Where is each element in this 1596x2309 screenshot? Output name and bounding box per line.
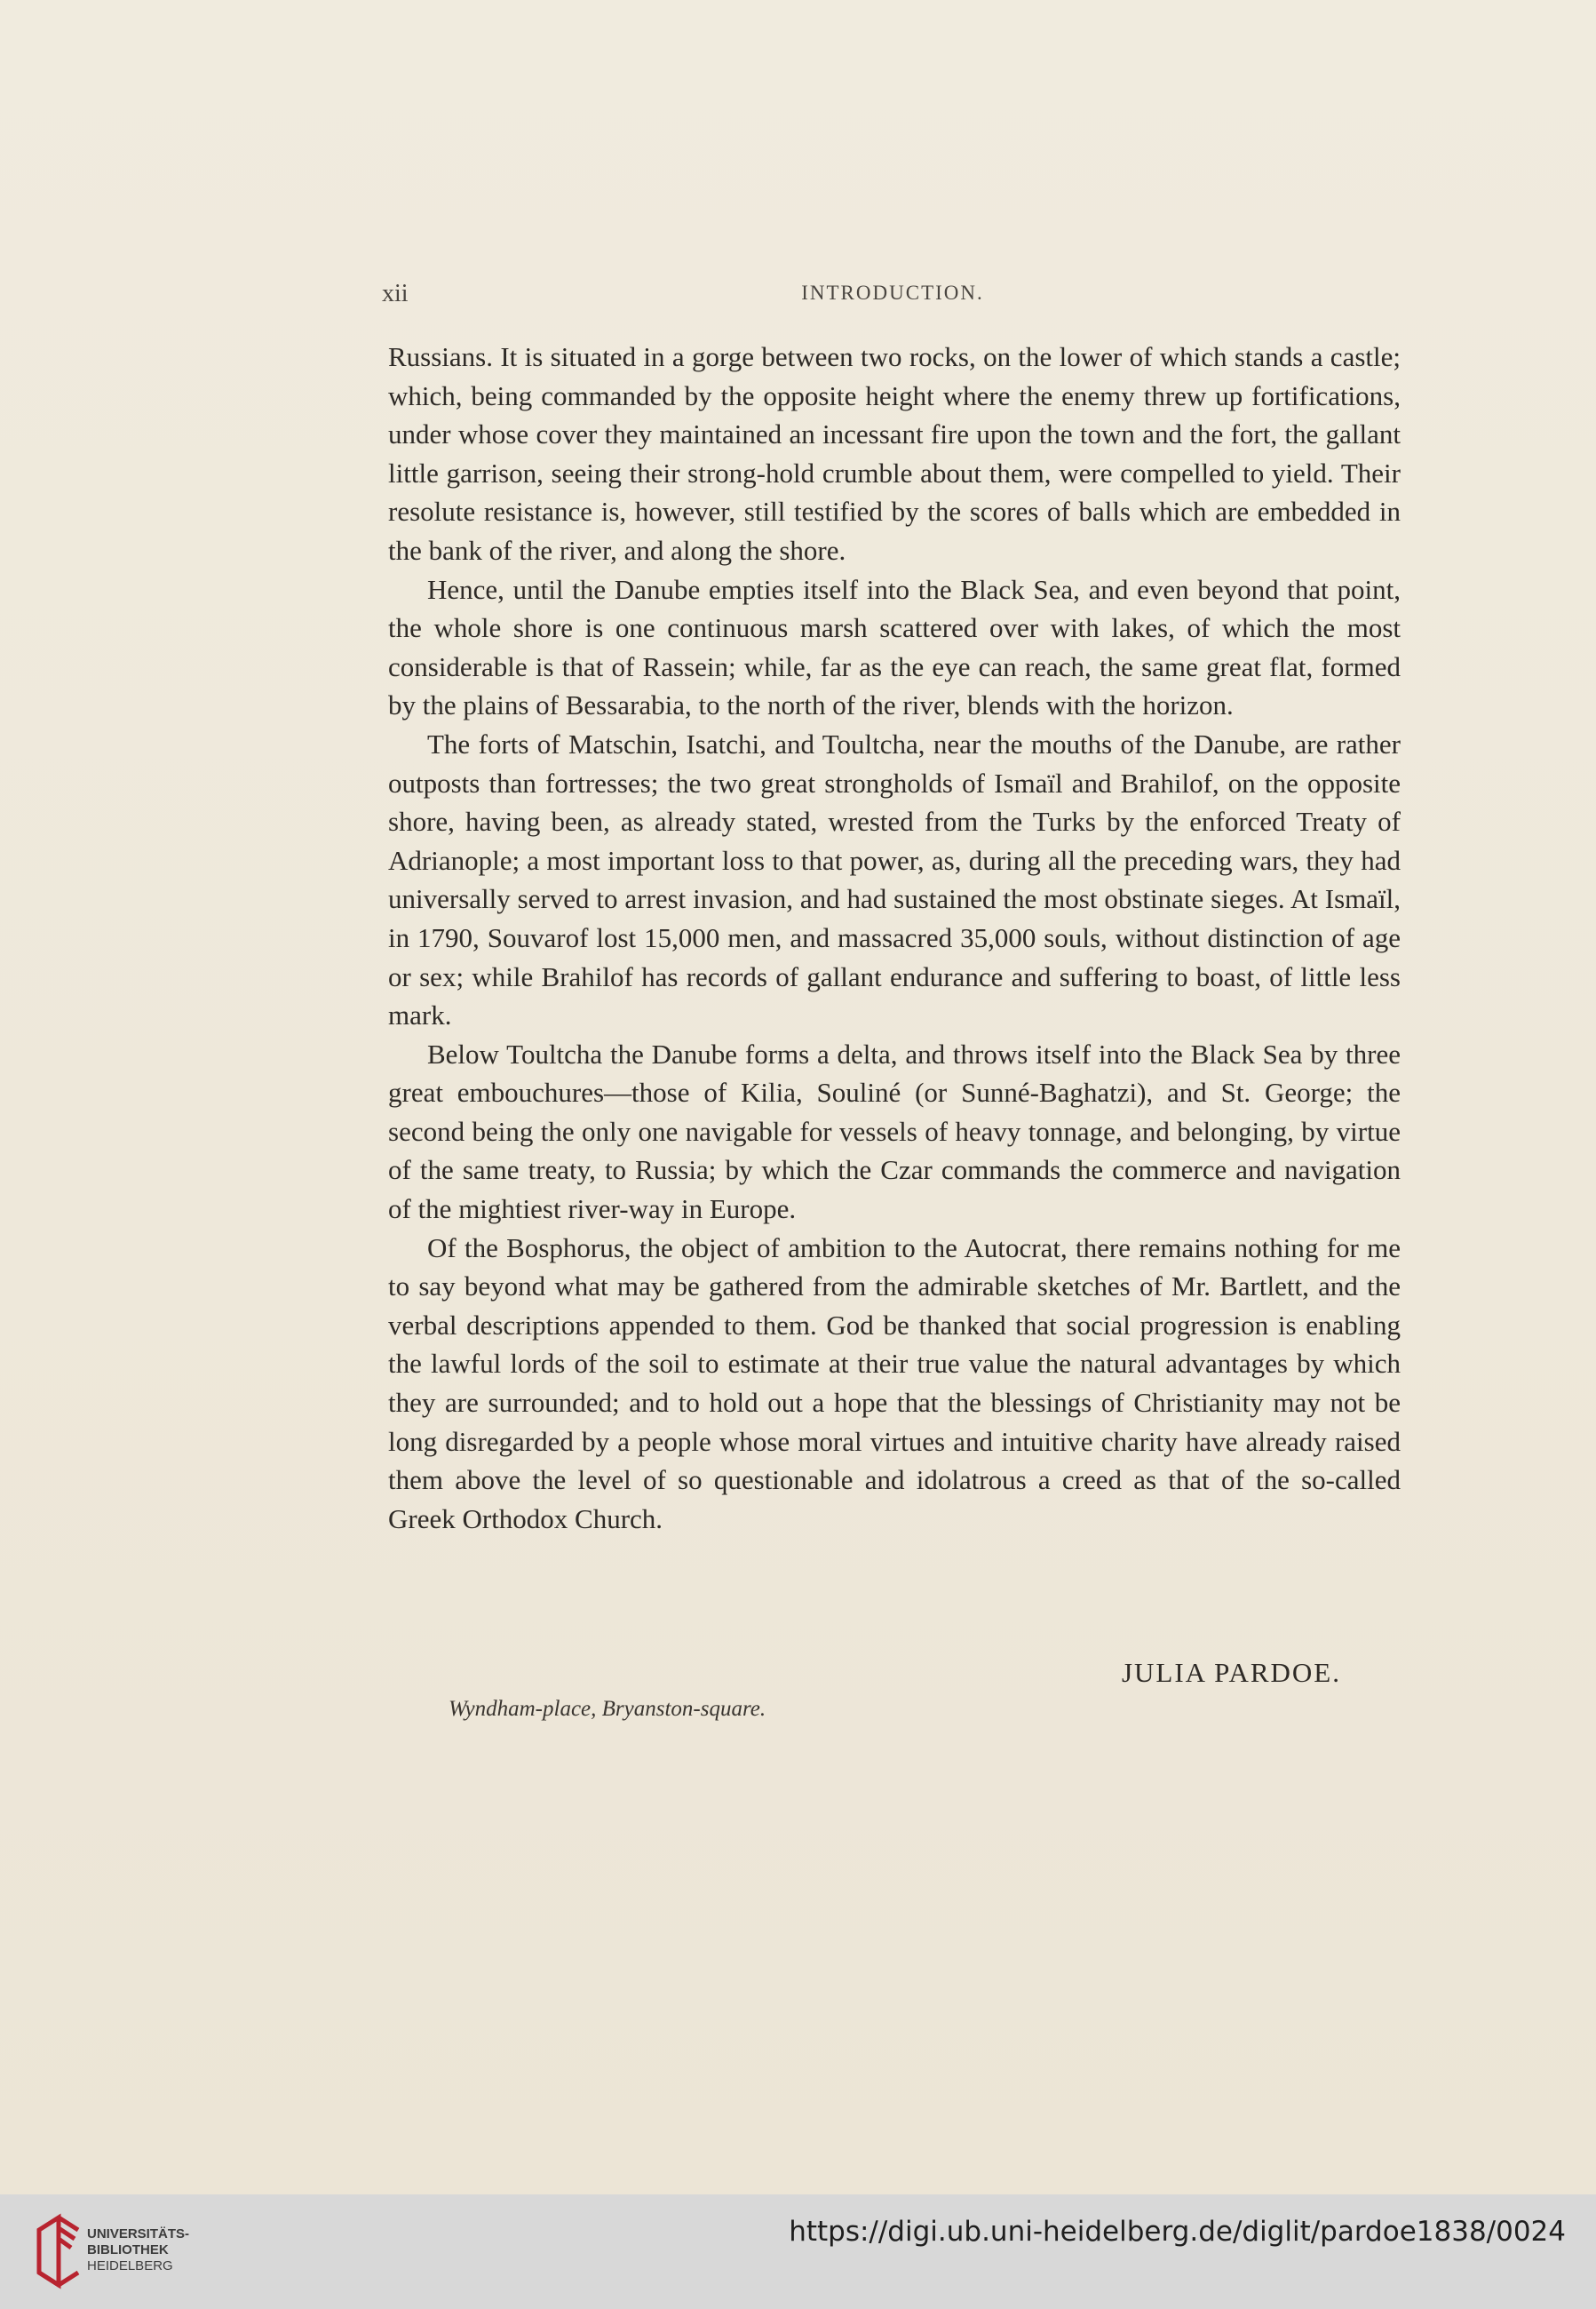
paragraph: Of the Bosphorus, the object of ambition to the Autocrat, there remains nothing for me to say beyond what may be gathered from the admirable sketches of Mr. Bartlett, and the verbal descriptions appended to them. God be thanked that social progression is enabling the lawful lords of the soil to estimate at their true value the natural advantages by which they are surrounded; and to hold out a hope that the blessings of Christianity may not be long disregarded by a people whose moral virtues and intuitive charity have already raised them above the level of so questionable and idolatrous a creed as that of the so-called Greek Orthodox Church. [388,1231,1401,1534]
paragraph: Below Toultcha the Danube forms a delta, and throws itself into the Black Sea by three great embouchures—those of Kilia, Souliné (or Sunné-Baghatzi), and St. George; the second being the only one navigable for vessels of heavy tonnage, and belonging, by virtue of the same treaty, to Russia; by which the Czar commands the commerce and navigation of the mightiest river-way in Europe. [388,1038,1401,1225]
body-text [388,338,1401,1538]
source-url[interactable]: https://digi.ub.uni-heidelberg.de/diglit/pardoe1838/0024 [789,2216,1566,2248]
page-number: xii [382,280,409,307]
signature: JULIA PARDOE. [1121,1657,1341,1688]
running-head [382,280,1403,315]
footer-bar [0,2194,1596,2309]
running-title: INTRODUCTION. [801,282,984,304]
paragraph: The forts of Matschin, Isatchi, and Toultcha, near the mouths of the Danube, are rather outposts than fortresses; the two great strongholds of Ismaïl and Brahilof, on the opposite shore, having been, as already stated, wrested from the Turks by the enforced Treaty of Adrianople; a most important loss to that power, as, during all the preceding wars, they had universally served to arrest invasion, and had sustained the most obstinate sieges. At Ismaïl, in 1790, Souvarof lost 15,000 men, and massacred 35,000 souls, without distinction of age or sex; while Brahilof has records of gallant endurance and suffering to boast, of little less mark. [388,728,1401,1031]
paragraph: Russians. It is situated in a gorge between two rocks, on the lower of which stands a castle; which, being commanded by the opposite height where the enemy threw up fortifications, under whose cover they maintained an incessant fire upon the town and the fort, the gallant little garrison, seeing their strong-hold crumble about them, were compelled to yield. Their resolute resistance is, however, still testified by the scores of balls which are embedded in the bank of the river, and along the shore. [388,341,1401,566]
paragraph: Hence, until the Danube empties itself into the Black Sea, and even beyond that point, the whole shore is one continuous marsh scattered over with lakes, of which the most considerable is that of Rassein; while, far as the eye can reach, the same great flat, formed by the plains of Bessarabia, to the north of the river, blends with the horizon. [388,573,1401,721]
library-name: UNIVERSITÄTS- BIBLIOTHEK HEIDELBERG [87,2226,190,2273]
library-logo-icon [34,2210,92,2292]
address: Wyndham-place, Bryanston-square. [449,1697,766,1721]
